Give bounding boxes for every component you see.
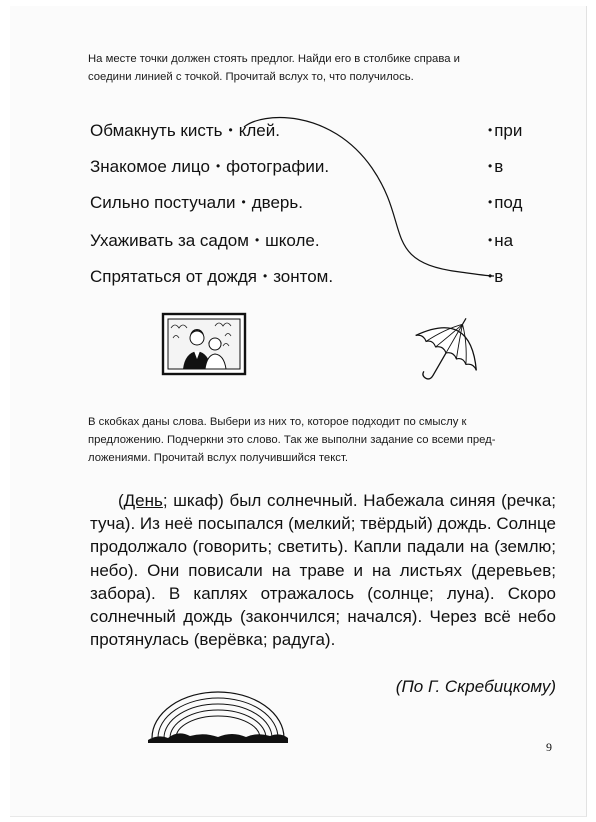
blank-dot: • xyxy=(254,233,260,247)
connecting-line xyxy=(244,118,494,276)
sentence-right: дверь. xyxy=(251,193,303,212)
sentence-left: Знакомое лицо xyxy=(90,157,210,176)
instruction-line: ложениями. Прочитай вслух получившийся текст. xyxy=(88,452,348,464)
sentence-left: Ухаживать за садом xyxy=(90,231,249,250)
instruction-line: соедини линией с точкой. Прочитай вслух то, что получилось. xyxy=(88,71,414,83)
answer-dot: • xyxy=(488,269,493,283)
preposition-label: в xyxy=(494,267,504,286)
umbrella-icon xyxy=(400,301,497,398)
story-text xyxy=(90,489,556,651)
sentence-right: фотографии. xyxy=(226,157,330,176)
answer-dot: • xyxy=(488,195,493,209)
attribution: (По Г. Скребицкому) xyxy=(395,677,556,696)
exercise2-instruction xyxy=(88,413,558,467)
story-open-paren: ( xyxy=(118,491,124,510)
blank-dot: • xyxy=(228,123,233,137)
preposition-label: в xyxy=(494,157,504,176)
sentence-left: Обмакнуть кисть xyxy=(90,121,223,140)
sentence-right: зонтом. xyxy=(273,267,334,286)
couple-photo xyxy=(163,314,245,374)
underlined-word: День xyxy=(123,491,163,510)
blank-dot: • xyxy=(262,269,268,283)
rainbow-icon xyxy=(148,692,288,743)
preposition-label: под xyxy=(494,193,523,212)
story-body: ; шкаф) был солнечный. Набежала синяя (речка; туча). Из неё посыпался (мелкий; твёрдый) дождь. Солнце продолжало (говорить; светить). Капли падали на (землю; небо). Они повисали на траве и на листьях (деревьев; забора). В каплях отражалось (солнце; луна). Скоро солнечный дождь (закончился; начался). Через всё небо протянулась (верёвка; радуга). xyxy=(90,491,556,650)
sentence-right: школе. xyxy=(265,231,320,250)
sentence-left: Спрятаться от дождя xyxy=(90,267,257,286)
blank-dot: • xyxy=(241,195,246,209)
answer-dot: • xyxy=(488,233,493,247)
answer-dot: • xyxy=(488,159,493,173)
instruction-line: предложению. Подчеркни это слово. Так же выполни задание со всеми пред- xyxy=(88,434,496,446)
page-number: 9 xyxy=(546,740,552,754)
blank-dot: • xyxy=(215,159,221,173)
sentence-left: Сильно постучали xyxy=(90,193,236,212)
instruction-line: На месте точки должен стоять предлог. Найди его в столбике справа и xyxy=(88,53,460,65)
preposition-label: на xyxy=(494,231,514,250)
answer-dot: • xyxy=(488,123,493,137)
preposition-label: при xyxy=(494,121,523,140)
instruction-line: В скобках даны слова. Выбери из них то, которое подходит по смыслу к xyxy=(88,416,467,428)
sentence-right: клей. xyxy=(238,121,280,140)
